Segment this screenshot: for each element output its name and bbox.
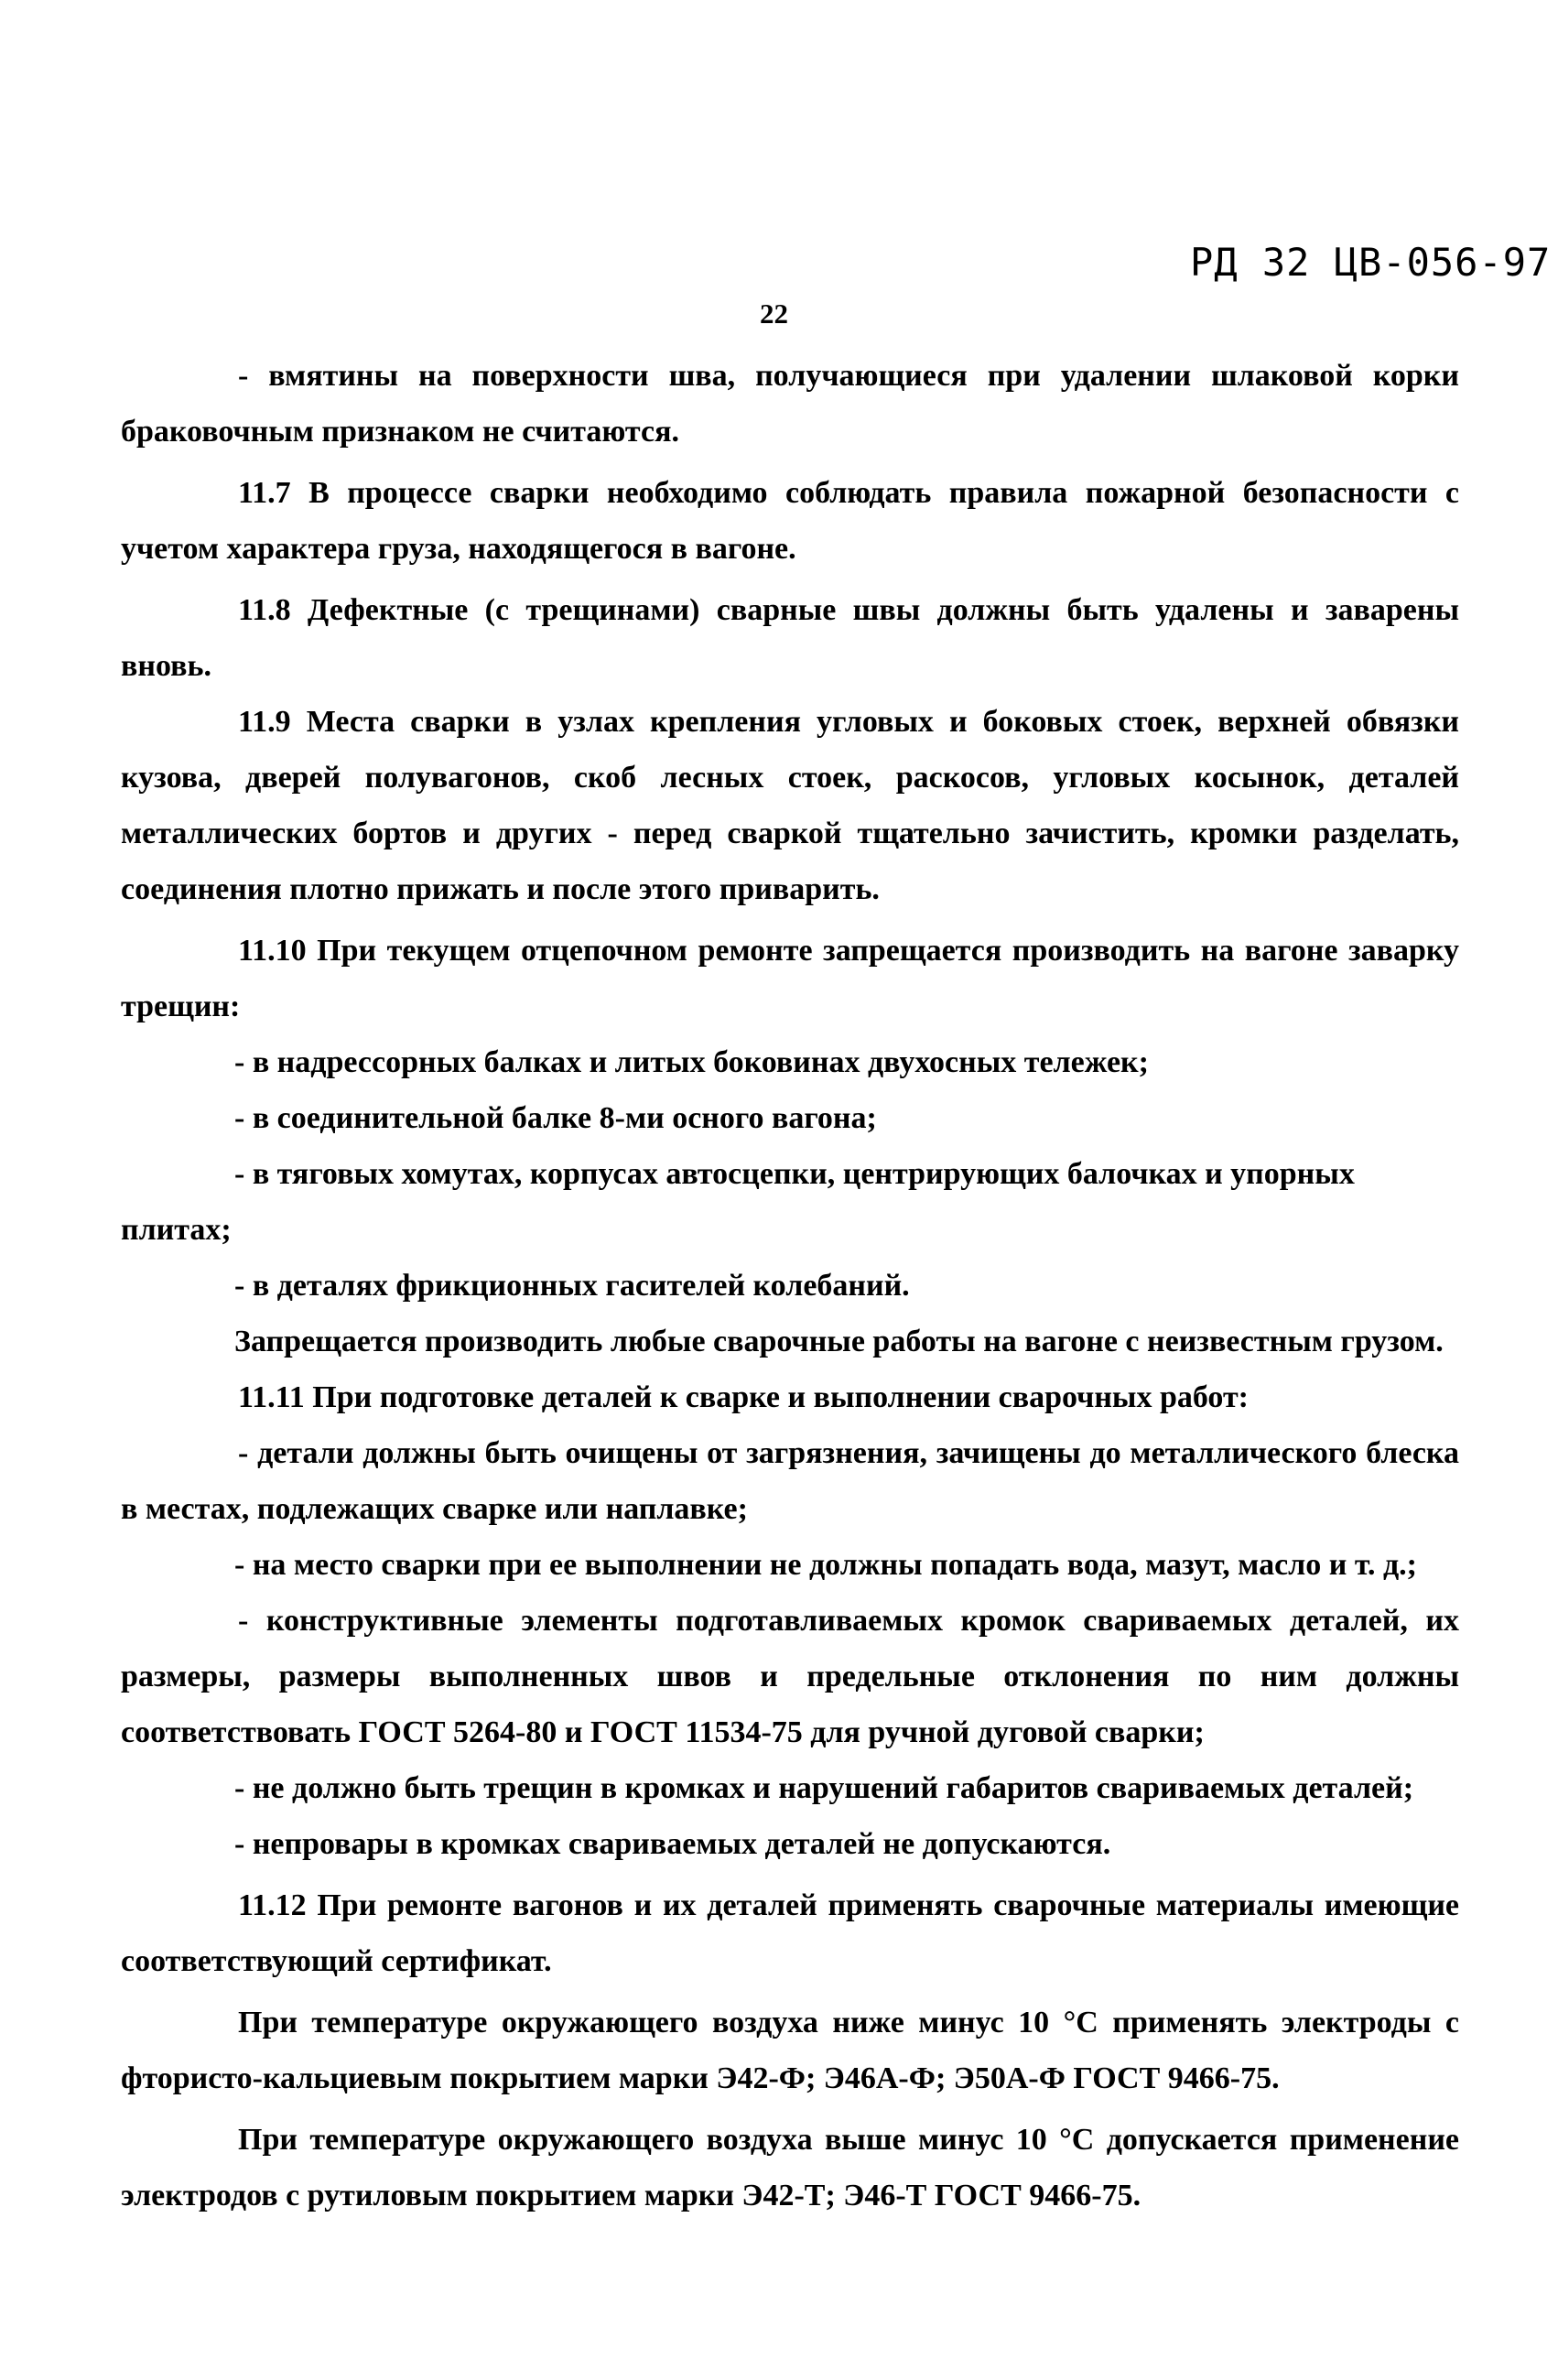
list-item: - конструктивные элементы подготавливаемых кромок свариваемых деталей, их размеры, размеры выполненных швов и предельные отклонения по ним должны соответствовать ГОСТ 5264-80 и ГОСТ 11534-75 для ручной дуговой сварки; xyxy=(121,1604,1459,1749)
document-code: РД 32 ЦВ-056-97 xyxy=(1190,240,1552,285)
list-item: - непровары в кромках свариваемых деталей не допускаются. xyxy=(234,1827,1111,1861)
paragraph-11-12: 11.12 При ремонте вагонов и их деталей применять сварочные материалы имеющие соответствующий сертификат. xyxy=(121,1888,1459,1978)
paragraph-intro: - вмятины на поверхности шва, получающиеся при удалении шлаковой корки браковочным признаком не считаются. xyxy=(121,359,1459,449)
paragraph-11-9: 11.9 Места сварки в узлах крепления угловых и боковых стоек, верхней обвязки кузова, дверей полувагонов, скоб лесных стоек, раскосов, угловых косынок, деталей металлических бортов и других - перед сваркой тщательно зачистить, кромки разделать, соединения плотно прижать и после этого приварить. xyxy=(121,705,1459,906)
paragraph-11-8: 11.8 Дефектные (с трещинами) сварные швы должны быть удалены и заварены вновь. xyxy=(121,593,1459,683)
list-item: - детали должны быть очищены от загрязнения, зачищены до металлического блеска в местах, подлежащих сварке или наплавке; xyxy=(121,1436,1459,1526)
page-number: 22 xyxy=(760,298,788,330)
paragraph-11-10: 11.10 При текущем отцепочном ремонте запрещается производить на вагоне заварку трещин: xyxy=(121,934,1459,1023)
paragraph-prohibit: Запрещается производить любые сварочные работы на вагоне с неизвестным грузом. xyxy=(234,1325,1444,1358)
list-item: - в тяговых хомутах, корпусах автосцепки, центрирующих балочках и упорных плитах; xyxy=(121,1157,1355,1247)
page-body xyxy=(121,348,1459,2223)
paragraph-11-7: 11.7 В процессе сварки необходимо соблюдать правила пожарной безопасности с учетом характера груза, находящегося в вагоне. xyxy=(121,476,1459,566)
paragraph-11-11: 11.11 При подготовке деталей к сварке и выполнении сварочных работ: xyxy=(238,1380,1249,1414)
paragraph-temp-below: При температуре окружающего воздуха ниже минус 10 °С применять электроды с фтористо-кальциевым покрытием марки Э42-Ф; Э46А-Ф; Э50А-Ф ГОСТ 9466-75. xyxy=(121,2006,1459,2095)
list-item: - в соединительной балке 8-ми осного вагона; xyxy=(234,1101,877,1135)
list-item: - в надрессорных балках и литых боковинах двухосных тележек; xyxy=(234,1045,1149,1079)
list-item: - в деталях фрикционных гасителей колебаний. xyxy=(234,1269,910,1303)
list-item: - не должно быть трещин в кромках и нарушений габаритов свариваемых деталей; xyxy=(234,1771,1414,1805)
paragraph-temp-above: При температуре окружающего воздуха выше минус 10 °С допускается применение электродов с рутиловым покрытием марки Э42-Т; Э46-Т ГОСТ 9466-75. xyxy=(121,2123,1459,2212)
list-item: - на место сварки при ее выполнении не должны попадать вода, мазут, масло и т. д.; xyxy=(234,1548,1417,1582)
